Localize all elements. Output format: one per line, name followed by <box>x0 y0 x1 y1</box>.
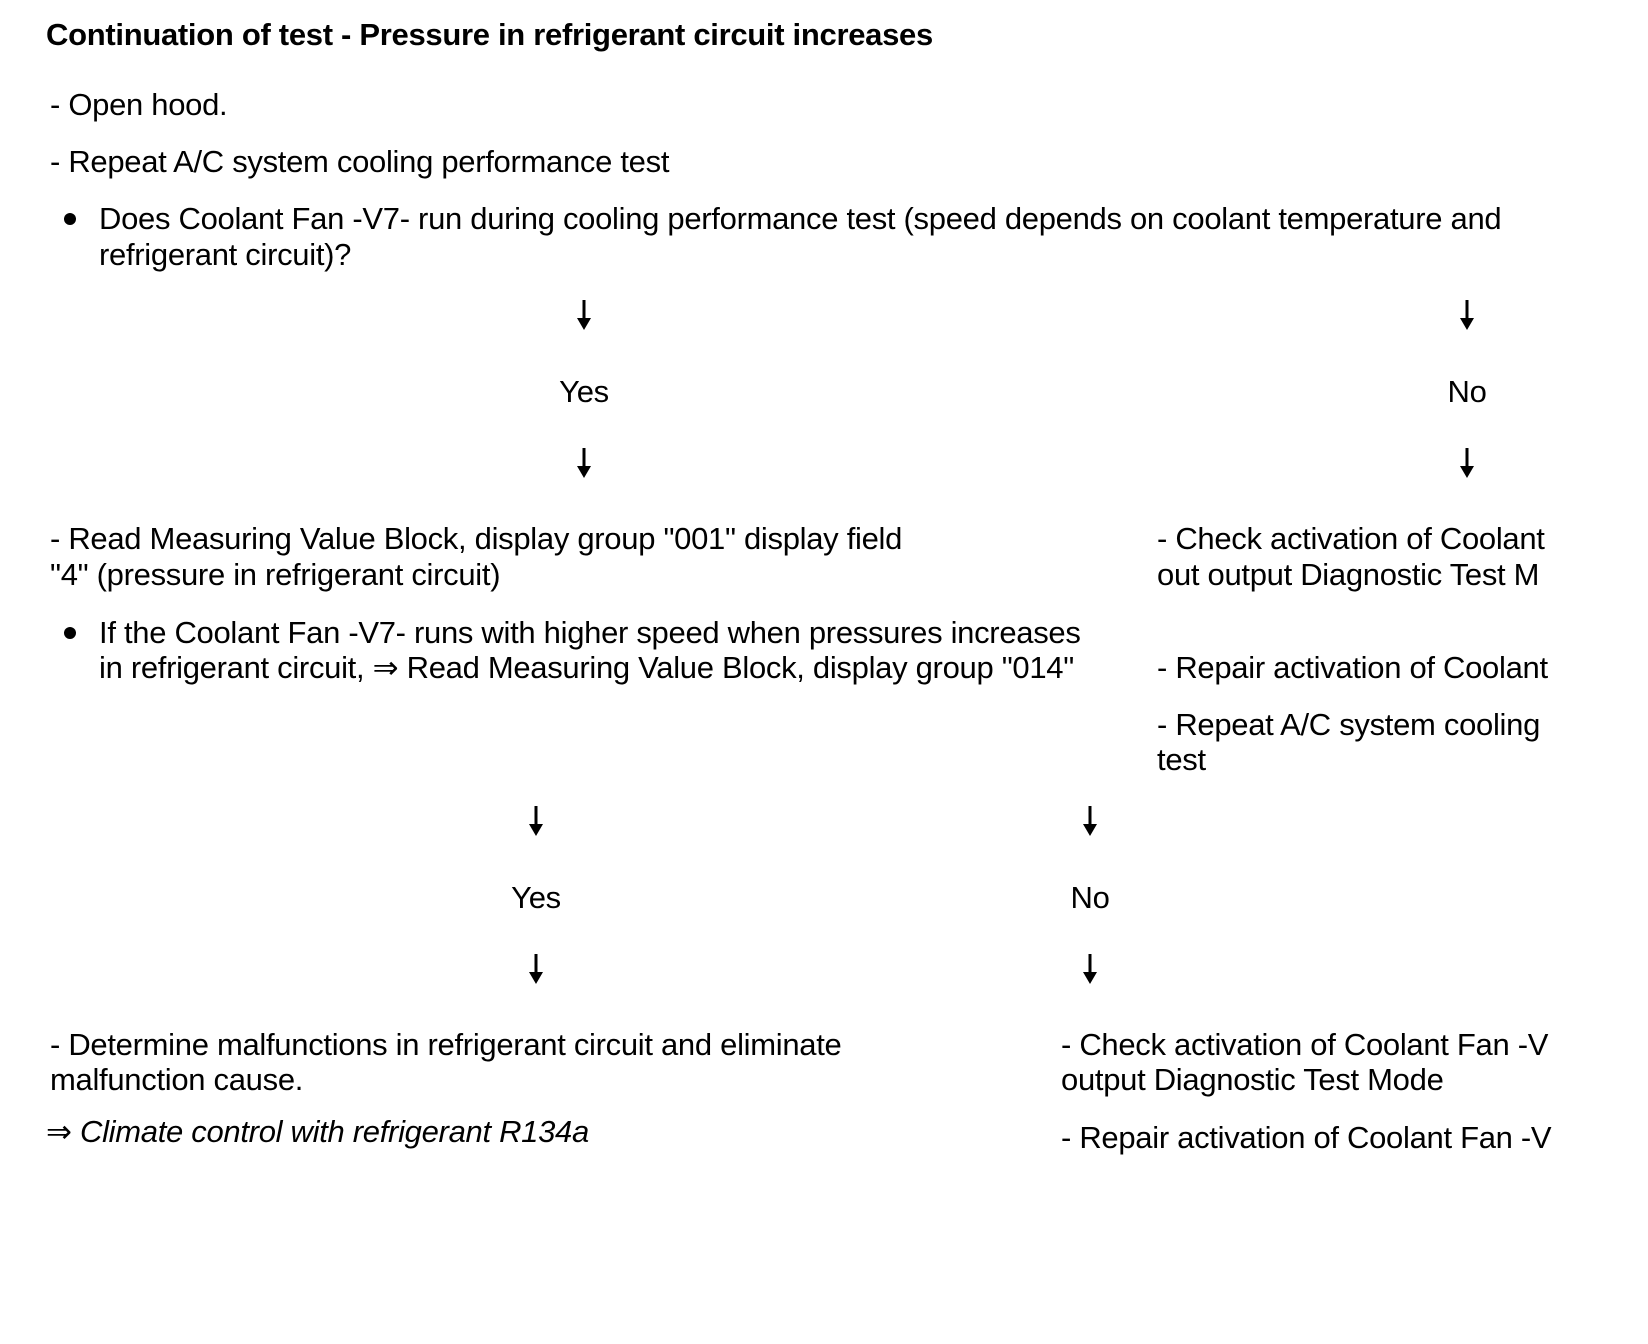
question-line-1: Does Coolant Fan -V7- run during cooling performance test (speed depends on coolant temperature and <box>99 201 1502 236</box>
branch-yes-label: Yes <box>559 374 609 409</box>
repeat-test-line-2: test <box>1157 742 1206 777</box>
check-activation-line-1: - Check activation of Coolant <box>1157 521 1545 556</box>
repeat-test-line-1: - Repeat A/C system cooling <box>1157 707 1541 742</box>
final-check-line-2: output Diagnostic Test Mode <box>1061 1062 1444 1097</box>
down-arrow-icon <box>1457 298 1477 332</box>
bullet-icon <box>64 213 76 225</box>
branch2-yes-label: Yes <box>511 880 561 915</box>
final-check-line-1: - Check activation of Coolant Fan -V <box>1061 1027 1549 1062</box>
bullet-icon <box>64 627 76 639</box>
down-arrow-icon <box>574 446 594 480</box>
determine-line-1: - Determine malfunctions in refrigerant circuit and eliminate <box>50 1027 842 1062</box>
determine-line-2: malfunction cause. <box>50 1062 304 1097</box>
down-arrow-icon <box>1080 952 1100 986</box>
repair-activation: - Repair activation of Coolant <box>1157 650 1548 685</box>
down-arrow-icon <box>1457 446 1477 480</box>
check-activation-line-2: out output Diagnostic Test M <box>1157 557 1540 592</box>
step-open-hood: - Open hood. <box>50 87 228 122</box>
step-repeat-test: - Repeat A/C system cooling performance test <box>50 144 670 179</box>
read-mvb-line-2: "4" (pressure in refrigerant circuit) <box>50 557 501 592</box>
fan-speed-line-1: If the Coolant Fan -V7- runs with higher speed when pressures increases <box>99 615 1081 650</box>
down-arrow-icon <box>526 952 546 986</box>
fan-speed-line-2[interactable]: in refrigerant circuit, ⇒ Read Measuring Value Block, display group "014" <box>99 650 1074 685</box>
climate-control-link[interactable]: ⇒ Climate control with refrigerant R134a <box>46 1114 589 1149</box>
down-arrow-icon <box>1080 804 1100 838</box>
question-line-2: refrigerant circuit)? <box>99 237 352 272</box>
final-repair-activation: - Repair activation of Coolant Fan -V <box>1061 1120 1552 1155</box>
down-arrow-icon <box>574 298 594 332</box>
page-title: Continuation of test - Pressure in refrigerant circuit increases <box>46 17 933 52</box>
read-mvb-line-1: - Read Measuring Value Block, display group "001" display field <box>50 521 903 556</box>
branch2-no-label: No <box>1070 880 1110 915</box>
branch-no-label: No <box>1447 374 1487 409</box>
down-arrow-icon <box>526 804 546 838</box>
